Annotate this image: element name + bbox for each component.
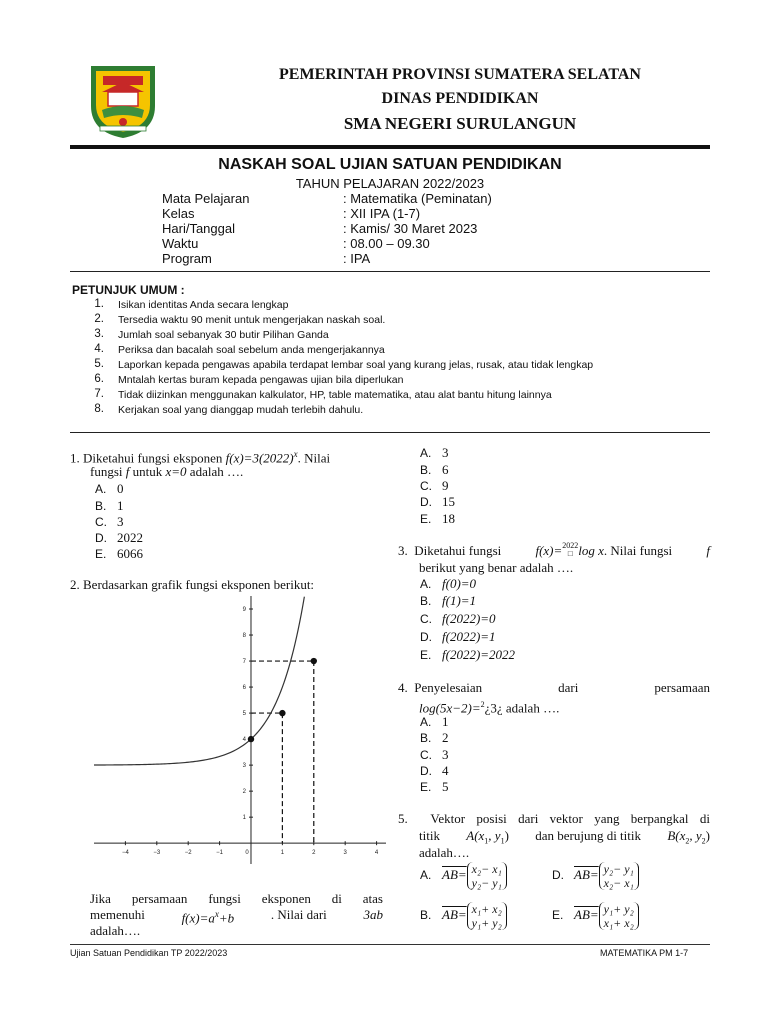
- y-tick-label: 9: [242, 607, 246, 614]
- question-2-text-after: [90, 890, 383, 907]
- vector-matrix: x₂− x₁ y₂− y₁: [467, 862, 507, 890]
- question-text: Jika persamaan fungsi eksponen di atas: [90, 891, 383, 906]
- info-label: Mata Pelajaran: [162, 191, 250, 206]
- chart-tick-labels: [122, 607, 379, 856]
- exam-subtitle: TAHUN PELAJARAN 2022/2023: [295, 176, 485, 191]
- math-symbol: f: [125, 464, 130, 479]
- school-logo: [88, 62, 158, 140]
- x-tick-label: 2: [312, 850, 316, 857]
- x-tick-label: −1: [216, 850, 224, 857]
- vector-symbol: AB=: [574, 906, 599, 922]
- question-text: adalah….: [90, 923, 141, 938]
- marked-point: [311, 658, 317, 664]
- y-tick-label: 4: [242, 737, 246, 744]
- header-line-province: PEMERINTAH PROVINSI SUMATERA SELATAN: [279, 66, 641, 83]
- function-curve: [94, 597, 304, 765]
- question-5: [398, 810, 710, 827]
- option-item[interactable]: C. f(2022)=0: [420, 611, 496, 626]
- math-subscript: 2: [701, 836, 706, 846]
- y-tick-label: 2: [242, 789, 246, 796]
- question-text: titik: [419, 828, 440, 843]
- instruction-number: 5.: [94, 358, 104, 370]
- question-3-line-2: [419, 559, 573, 576]
- math-subscript: 2: [685, 836, 690, 846]
- option-item[interactable]: B. 6: [420, 462, 449, 477]
- math-expression: , y: [488, 828, 501, 843]
- math-expression: ): [705, 828, 710, 843]
- math-expression: ¿3¿: [484, 700, 503, 716]
- section-divider: [70, 271, 710, 272]
- option-item[interactable]: E. AB= y₁+ y₂ x₁+ x₂: [552, 902, 639, 930]
- option-item[interactable]: B. 2: [420, 730, 449, 745]
- option-item[interactable]: C. 3: [95, 514, 124, 529]
- option-item[interactable]: A. 1: [420, 714, 449, 729]
- question-number: 2.: [70, 577, 80, 592]
- instructions-title: PETUNJUK UMUM :: [72, 283, 185, 297]
- y-tick-label: 8: [242, 633, 246, 640]
- marked-point: [279, 710, 285, 716]
- math-expression: log x: [578, 543, 604, 558]
- question-text: persamaan: [654, 680, 710, 695]
- question-number: 5.: [398, 811, 408, 826]
- question-3: [398, 542, 710, 559]
- y-tick-label: 5: [242, 711, 246, 718]
- math-expression: +b: [218, 910, 235, 926]
- y-tick-label: 6: [242, 685, 246, 692]
- option-item[interactable]: B. AB= x₁+ x₂ y₁+ y₂: [420, 902, 507, 930]
- math-expression: 3ab: [363, 907, 383, 922]
- math-exponent: x: [293, 449, 298, 459]
- y-tick-label: 1: [242, 815, 246, 822]
- question-2-text-end: [90, 922, 140, 939]
- math-subscript: 1: [500, 836, 505, 846]
- option-item[interactable]: A. f(0)=0: [420, 576, 477, 591]
- math-subscript: 1: [484, 836, 489, 846]
- instruction-number: 3.: [94, 328, 104, 340]
- math-expression: , y: [689, 828, 702, 843]
- info-label: Hari/Tanggal: [162, 221, 235, 236]
- question-text: adalah ….: [505, 700, 560, 716]
- exponential-graph: [90, 592, 390, 882]
- question-text: Diketahui fungsi: [414, 543, 502, 558]
- info-label: Kelas: [162, 206, 195, 221]
- question-text: . Nilai dari: [270, 907, 327, 922]
- math-exponent: x: [214, 909, 219, 919]
- question-text: Berdasarkan grafik fungsi eksponen berikut:: [83, 577, 315, 592]
- info-value: : XII IPA (1-7): [343, 206, 421, 221]
- header-line-school: SMA NEGERI SURULANGUN: [343, 114, 577, 133]
- x-tick-label: 0: [245, 850, 249, 857]
- question-4: [398, 679, 710, 696]
- option-item[interactable]: E. 18: [420, 511, 455, 526]
- section-divider: [70, 432, 710, 433]
- info-label: Waktu: [162, 236, 199, 251]
- option-item[interactable]: D. 2022: [95, 530, 143, 545]
- info-value: : IPA: [343, 251, 371, 266]
- instruction-number: 4.: [94, 343, 104, 355]
- math-expression: x=0: [165, 464, 187, 479]
- option-item[interactable]: A. AB= x₂− x₁ y₂− y₁: [420, 862, 507, 890]
- header-line-department: DINAS PENDIDIKAN: [381, 90, 539, 107]
- x-tick-label: −4: [121, 850, 129, 857]
- x-tick-label: −3: [153, 850, 161, 857]
- header-divider: [70, 145, 710, 149]
- question-number: 4.: [398, 680, 408, 695]
- instruction-item: Laporkan kepada pengawas apabila terdapat lembar soal yang kurang jelas, rusak, atau tidak lengkap: [118, 359, 594, 371]
- footer-left: Ujian Satuan Pendidikan TP 2022/2023: [70, 948, 228, 958]
- x-tick-label: 3: [343, 850, 347, 857]
- question-2: [70, 576, 314, 593]
- option-item[interactable]: D. 15: [420, 494, 455, 509]
- math-expression: f(x)=a: [181, 910, 215, 926]
- question-text: dari: [558, 680, 579, 695]
- x-tick-label: 4: [374, 850, 379, 857]
- question-text: . Nilai: [297, 450, 331, 466]
- question-number: 1.: [70, 450, 80, 466]
- info-value: : 08.00 – 09.30: [343, 236, 430, 251]
- info-value: : Kamis/ 30 Maret 2023: [343, 221, 478, 236]
- x-tick-label: −2: [184, 850, 192, 857]
- vector-symbol: AB=: [574, 866, 599, 882]
- instruction-item: Tidak diizinkan menggunakan kalkulator, HP, table matematika, atau alat bantu hitung lainnya: [118, 389, 552, 401]
- instruction-number: 1.: [94, 298, 104, 310]
- footer-divider: [70, 944, 710, 945]
- option-item[interactable]: A. 0: [95, 481, 124, 496]
- math-symbol: f: [706, 543, 710, 558]
- instruction-item: Jumlah soal sebanyak 30 butir Pilihan Ganda: [118, 329, 329, 341]
- instruction-number: 7.: [94, 388, 104, 400]
- question-text: adalah….: [419, 845, 470, 860]
- option-item[interactable]: E. f(2022)=2022: [420, 647, 516, 662]
- question-text: memenuhi: [90, 907, 145, 922]
- option-item[interactable]: B. 1: [95, 498, 124, 513]
- math-exponent: 2: [480, 700, 485, 709]
- question-text: fungsi: [90, 464, 123, 479]
- math-expression: A(x: [466, 828, 485, 843]
- question-text: Diketahui fungsi eksponen: [83, 450, 223, 466]
- x-tick-label: 1: [280, 850, 285, 857]
- option-item[interactable]: B. f(1)=1: [420, 593, 477, 608]
- question-text: Vektor posisi dari vektor yang berpangkal di: [430, 811, 710, 826]
- option-item[interactable]: D. AB= y₂− y₁ x₂− x₁: [552, 862, 639, 890]
- log-base-box: □: [567, 549, 573, 558]
- instruction-item: Periksa dan bacalah soal sebelum anda mengerjakannya: [118, 344, 385, 356]
- exam-title: NASKAH SOAL UJIAN SATUAN PENDIDIKAN: [218, 156, 562, 173]
- math-expression: ): [504, 828, 509, 843]
- math-expression: f(x)=3(2022): [225, 450, 294, 466]
- log-base: 2022: [562, 541, 579, 550]
- question-5-line-3: [419, 844, 469, 861]
- vector-matrix: y₁+ y₂ x₁+ x₂: [599, 902, 639, 930]
- question-text: untuk: [132, 464, 163, 479]
- vector-matrix: x₁+ x₂ y₁+ y₂: [467, 902, 507, 930]
- vector-matrix: y₂− y₁ x₂− x₁: [599, 862, 639, 890]
- option-item[interactable]: D. 4: [420, 763, 449, 778]
- instruction-item: Kerjakan soal yang dianggap mudah terlebih dahulu.: [118, 404, 364, 416]
- option-item[interactable]: A. 3: [420, 445, 449, 460]
- marked-point: [248, 736, 254, 742]
- question-text: dan berujung di titik: [535, 828, 642, 843]
- math-expression: B(x: [667, 828, 686, 843]
- option-item[interactable]: E. 6066: [95, 546, 143, 561]
- option-item[interactable]: E. 5: [420, 779, 449, 794]
- option-item[interactable]: C. 3: [420, 747, 449, 762]
- math-expression: log(5x−2)=: [419, 700, 481, 716]
- instruction-item: Mntalah kertas buram kepada pengawas ujian bila diperlukan: [118, 374, 404, 386]
- math-expression: f(x)=: [535, 543, 563, 558]
- info-label: Program: [162, 251, 212, 266]
- instruction-number: 6.: [94, 373, 104, 385]
- question-text: adalah ….: [189, 464, 244, 479]
- instruction-number: 8.: [94, 403, 104, 415]
- instruction-item: Isikan identitas Anda secara lengkap: [118, 299, 289, 311]
- question-number: 3.: [398, 543, 408, 558]
- option-item[interactable]: D. f(2022)=1: [420, 629, 496, 644]
- instruction-item: Tersedia waktu 90 menit untuk mengerjakan naskah soal.: [118, 314, 386, 326]
- question-text: . Nilai fungsi: [603, 543, 673, 558]
- question-text: berikut yang benar adalah ….: [419, 560, 574, 575]
- vector-symbol: AB=: [442, 866, 467, 882]
- info-value: : Matematika (Peminatan): [343, 191, 492, 206]
- y-tick-label: 7: [242, 659, 246, 666]
- instruction-number: 2.: [94, 313, 104, 325]
- question-1-line-2: [90, 463, 390, 480]
- question-text: Penyelesaian: [414, 680, 483, 695]
- y-tick-label: 3: [242, 763, 246, 770]
- footer-right: MATEMATIKA PM 1-7: [600, 948, 689, 958]
- vector-symbol: AB=: [442, 906, 467, 922]
- option-item[interactable]: C. 9: [420, 478, 449, 493]
